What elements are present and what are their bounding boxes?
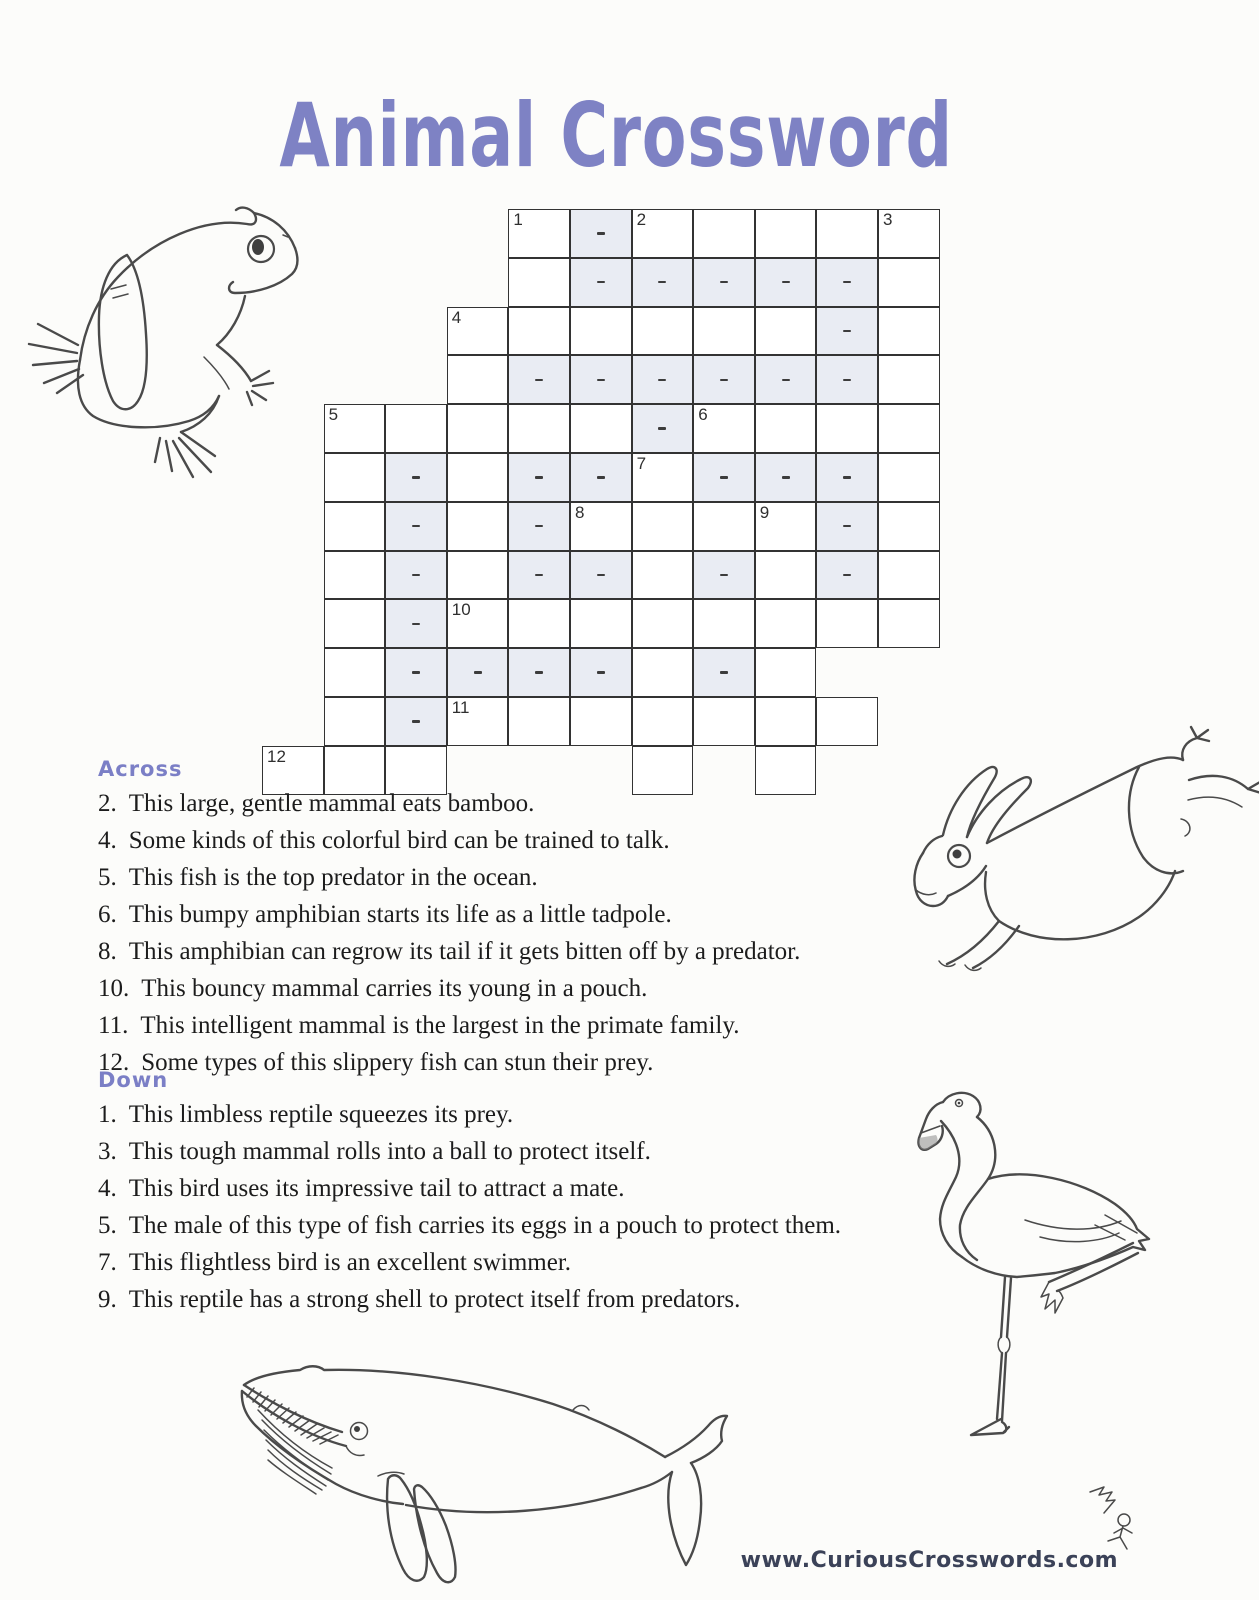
clue-list-number: 4. (98, 827, 117, 854)
clue-number: 8 (575, 502, 585, 522)
dash-mark (412, 671, 420, 674)
clue-number: 11 (451, 698, 470, 717)
answer-cell[interactable] (878, 599, 940, 648)
answer-cell[interactable] (508, 697, 570, 746)
clue-number: 4 (451, 307, 462, 327)
across-clue (98, 933, 800, 970)
across-clue-list (98, 785, 800, 1081)
answer-cell[interactable] (324, 697, 386, 746)
dash-mark (412, 525, 420, 528)
dash-mark (720, 671, 728, 674)
blocked-cell (755, 355, 817, 404)
answer-cell[interactable] (755, 648, 817, 697)
clue-list-number: 9. (98, 1286, 117, 1313)
answer-cell[interactable] (324, 502, 386, 551)
answer-cell[interactable] (755, 209, 817, 258)
clue-list-number: 11. (98, 1012, 129, 1039)
dash-mark (597, 574, 605, 577)
clue-list-text: Some kinds of this colorful bird can be trained to talk. (128, 827, 670, 854)
clue-list-text: This flightless bird is an excellent swimmer. (128, 1249, 572, 1276)
blocked-cell (693, 258, 755, 307)
dash-mark (843, 379, 851, 382)
dash-mark (412, 720, 420, 723)
crossword-grid (262, 209, 940, 795)
clue-number: 10 (451, 600, 471, 620)
blocked-cell (755, 453, 817, 502)
across-clue (98, 1007, 800, 1044)
answer-cell[interactable] (693, 502, 755, 551)
answer-cell[interactable] (632, 502, 694, 551)
blocked-cell (632, 355, 694, 404)
answer-cell[interactable] (447, 697, 509, 746)
clue-list-number: 4. (98, 1175, 117, 1202)
clue-list-number: 2. (98, 790, 117, 817)
answer-cell[interactable] (816, 209, 878, 258)
blocked-cell (385, 697, 447, 746)
dash-mark (412, 623, 420, 626)
down-clue (98, 1207, 841, 1244)
stick-figure-head (1118, 1514, 1130, 1526)
clue-list-text: Some types of this slippery fish can stun their prey. (141, 1049, 654, 1076)
answer-cell[interactable] (755, 307, 817, 356)
clue-list-number: 10. (98, 975, 130, 1002)
blocked-cell (816, 258, 878, 307)
answer-cell[interactable] (755, 551, 817, 600)
lightning-bolt (1090, 1487, 1115, 1513)
down-clue (98, 1281, 841, 1318)
whale-icon (228, 1338, 733, 1596)
answer-cell[interactable] (632, 697, 694, 746)
answer-cell[interactable] (324, 599, 386, 648)
website-url: www.CuriousCrosswords.com (740, 1548, 1118, 1573)
dash-mark (658, 379, 666, 382)
clue-list-number: 12. (98, 1049, 130, 1076)
clue-list-number: 7. (98, 1249, 117, 1276)
answer-cell[interactable] (632, 453, 694, 502)
page-title-text: Animal Crossword (279, 84, 953, 187)
answer-cell[interactable] (570, 404, 632, 453)
clue-number: 5 (328, 405, 339, 425)
clue-number: 3 (883, 210, 893, 229)
answer-cell[interactable] (508, 258, 570, 307)
blocked-cell (385, 551, 447, 600)
blocked-cell (816, 502, 878, 551)
dash-mark (782, 281, 790, 284)
answer-cell[interactable] (878, 453, 940, 502)
answer-cell[interactable] (878, 307, 940, 356)
clue-list-text: The male of this type of fish carries its eggs in a pouch to protect them. (128, 1212, 842, 1239)
across-clue (98, 896, 800, 933)
down-clue (98, 1096, 841, 1133)
blocked-cell (816, 355, 878, 404)
answer-cell[interactable] (693, 404, 755, 453)
clue-list-number: 3. (98, 1138, 117, 1165)
answer-cell[interactable] (447, 551, 509, 600)
answer-cell[interactable] (570, 599, 632, 648)
answer-cell[interactable] (570, 307, 632, 356)
answer-cell[interactable] (693, 599, 755, 648)
dash-mark (782, 476, 790, 479)
clue-list-number: 5. (98, 864, 117, 891)
dash-mark (474, 671, 482, 674)
across-clue (98, 859, 800, 896)
answer-cell[interactable] (632, 551, 694, 600)
blocked-cell (570, 551, 632, 600)
clue-list-number: 5. (98, 1212, 117, 1239)
dash-mark (720, 379, 728, 382)
answer-cell[interactable] (447, 307, 509, 356)
flamingo-icon (905, 1085, 1155, 1447)
answer-cell[interactable] (632, 599, 694, 648)
blocked-cell (570, 355, 632, 404)
clue-list-number: 1. (98, 1101, 117, 1128)
dash-mark (535, 476, 543, 479)
blocked-cell (693, 453, 755, 502)
dash-mark (843, 330, 851, 333)
answer-cell[interactable] (632, 648, 694, 697)
answer-cell[interactable] (570, 502, 632, 551)
answer-cell[interactable] (816, 599, 878, 648)
answer-cell[interactable] (508, 404, 570, 453)
clue-number: 1 (513, 210, 523, 229)
answer-cell[interactable] (447, 404, 509, 453)
blocked-cell (632, 404, 694, 453)
page-title (0, 84, 1232, 187)
answer-cell[interactable] (878, 355, 940, 404)
blocked-cell (385, 453, 447, 502)
dash-mark (597, 476, 605, 479)
dash-mark (412, 476, 420, 479)
dash-mark (597, 379, 605, 382)
clue-number: 7 (636, 454, 647, 473)
dash-mark (535, 671, 543, 674)
answer-cell[interactable] (755, 502, 817, 551)
dash-mark (412, 574, 420, 577)
clue-number: 6 (698, 405, 708, 425)
dash-mark (843, 476, 851, 479)
clue-number: 2 (636, 210, 647, 229)
dash-mark (535, 525, 543, 528)
dash-mark (597, 281, 605, 284)
clue-list-number: 6. (98, 901, 117, 928)
dash-mark (658, 281, 666, 284)
dash-mark (535, 379, 543, 382)
blocked-cell (693, 355, 755, 404)
clue-list-text: This intelligent mammal is the largest in the primate family. (140, 1012, 740, 1039)
blocked-cell (385, 599, 447, 648)
across-clue (98, 785, 800, 822)
blocked-cell (755, 258, 817, 307)
clue-list-text: This bouncy mammal carries its young in a pouch. (141, 975, 648, 1002)
dash-mark (720, 281, 728, 284)
blocked-cell (570, 648, 632, 697)
blocked-cell (816, 453, 878, 502)
answer-cell[interactable] (816, 404, 878, 453)
blocked-cell (385, 648, 447, 697)
answer-cell[interactable] (878, 258, 940, 307)
across-clue (98, 970, 800, 1007)
clue-list-text: This bird uses its impressive tail to attract a mate. (128, 1175, 625, 1202)
blocked-cell (508, 551, 570, 600)
down-section (98, 1068, 841, 1318)
answer-cell[interactable] (816, 697, 878, 746)
blocked-cell (816, 551, 878, 600)
dash-mark (843, 574, 851, 577)
answer-cell[interactable] (632, 307, 694, 356)
blocked-cell (447, 648, 509, 697)
clue-list-text: This limbless reptile squeezes its prey. (128, 1101, 514, 1128)
dash-mark (843, 281, 851, 284)
dash-mark (843, 525, 851, 528)
answer-cell[interactable] (385, 404, 447, 453)
dash-mark (597, 232, 605, 235)
answer-cell[interactable] (447, 502, 509, 551)
answer-cell[interactable] (324, 551, 386, 600)
down-clue-list (98, 1096, 841, 1318)
answer-cell[interactable] (570, 697, 632, 746)
blocked-cell (570, 453, 632, 502)
across-heading: Across (98, 757, 183, 781)
answer-cell[interactable] (693, 209, 755, 258)
answer-cell[interactable] (693, 697, 755, 746)
answer-cell[interactable] (693, 307, 755, 356)
blocked-cell (508, 355, 570, 404)
clue-list-text: This fish is the top predator in the ocean. (128, 864, 538, 891)
blocked-cell (385, 502, 447, 551)
clue-number: 12 (267, 746, 286, 766)
answer-cell[interactable] (878, 209, 940, 258)
answer-cell[interactable] (755, 404, 817, 453)
dash-mark (720, 476, 728, 479)
blocked-cell (816, 307, 878, 356)
answer-cell[interactable] (632, 209, 694, 258)
answer-cell[interactable] (324, 648, 386, 697)
clue-list-text: This reptile has a strong shell to protect itself from predators. (128, 1286, 741, 1313)
blocked-cell (693, 551, 755, 600)
dash-mark (597, 671, 605, 674)
dash-mark (720, 574, 728, 577)
blocked-cell (632, 258, 694, 307)
down-clue (98, 1170, 841, 1207)
answer-cell[interactable] (447, 599, 509, 648)
clue-list-text: This tough mammal rolls into a ball to protect itself. (128, 1138, 651, 1165)
rabbit-icon (886, 722, 1250, 968)
across-clue (98, 822, 800, 859)
answer-cell[interactable] (324, 404, 386, 453)
answer-cell[interactable] (878, 551, 940, 600)
blocked-cell (570, 209, 632, 258)
across-section (98, 757, 800, 1081)
answer-cell[interactable] (878, 502, 940, 551)
clue-list-text: This large, gentle mammal eats bamboo. (128, 790, 535, 817)
answer-cell[interactable] (508, 209, 570, 258)
blocked-cell (508, 502, 570, 551)
clue-number: 9 (759, 502, 770, 522)
answer-cell[interactable] (508, 599, 570, 648)
down-clue (98, 1244, 841, 1281)
answer-cell[interactable] (508, 307, 570, 356)
down-clue (98, 1133, 841, 1170)
dash-mark (535, 574, 543, 577)
clue-list-text: This amphibian can regrow its tail if it gets bitten off by a predator. (128, 938, 801, 965)
answer-cell[interactable] (755, 599, 817, 648)
blocked-cell (570, 258, 632, 307)
answer-cell[interactable] (878, 404, 940, 453)
dash-mark (658, 427, 666, 430)
lightning-stick-figure-icon (1082, 1484, 1148, 1550)
blocked-cell (508, 453, 570, 502)
clue-list-number: 8. (98, 938, 117, 965)
answer-cell[interactable] (755, 697, 817, 746)
dash-mark (782, 379, 790, 382)
answer-cell[interactable] (447, 355, 509, 404)
blocked-cell (508, 648, 570, 697)
blocked-cell (693, 648, 755, 697)
clue-list-text: This bumpy amphibian starts its life as a little tadpole. (128, 901, 672, 928)
answer-cell[interactable] (447, 453, 509, 502)
answer-cell[interactable] (324, 453, 386, 502)
frog-icon (14, 200, 300, 486)
down-heading: Down (98, 1068, 169, 1092)
